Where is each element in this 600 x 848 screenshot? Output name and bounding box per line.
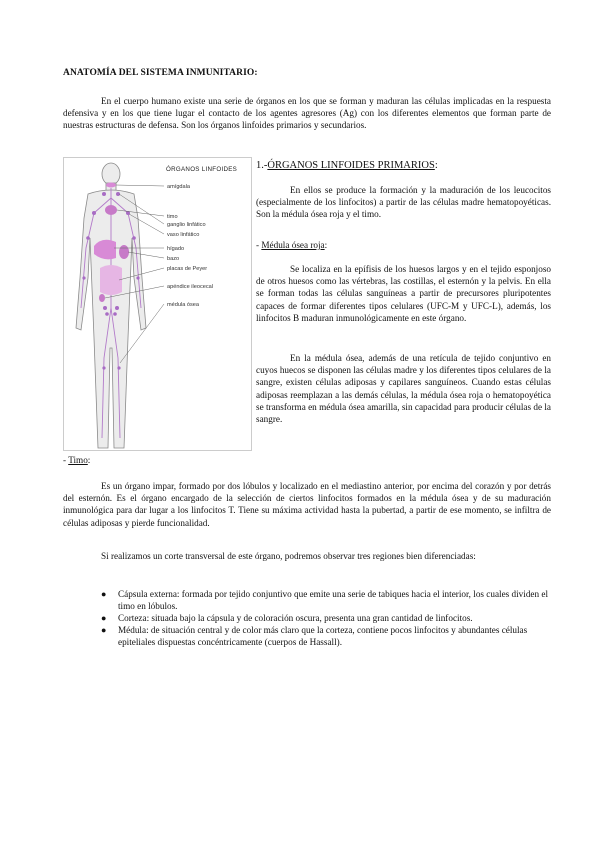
section1-suffix: :	[434, 160, 438, 171]
label-higado: hígado	[167, 246, 185, 252]
bullet-icon: ●	[101, 589, 107, 599]
thymus-shape	[105, 205, 117, 215]
section1-heading	[256, 160, 551, 172]
corte-paragraph: Si realizamos un corte transversal de este órgano, podremos observar tres regiones bien diferenciadas:	[101, 551, 476, 561]
list-item-text: Corteza: situada bajo la cápsula y de coloración oscura, presenta una gran cantidad de linfocitos.	[118, 613, 473, 623]
medula-paragraph-1: Se localiza en la epífisis de los huesos largos y en el tejido esponjoso de otros huesos como las vértebras, las costillas, el esternón y la pelvis. En ella se forman todas las células sanguíneas a partir de precursores pluripotentes capaces de formar diferentes tipos celulares (UFC-M y UFC-L), además, los linfocitos B maduran inmunológicamente en este órgano.	[256, 264, 551, 323]
lymphoid-organs-illustration	[64, 158, 251, 450]
medula-suffix: :	[324, 240, 328, 250]
label-amigdala: amígdala	[167, 184, 191, 190]
list-item-text: Médula: de situación central y de color más claro que la corteza, contiene pocos linfocitos y abundantes células epiteliales dispuestas concéntricamente (cuerpos de Hassall).	[118, 625, 528, 647]
medula-paragraph-2: En la médula ósea, además de una retícula de tejido conjuntivo en cuyos huecos se disponen las células madre y los diferentes tipos celulares de la sangre, existen células adiposas y capilares sanguíneos. Cuando estas células adiposas reemplazan a las demás células, la médula ósea roja o hematopoyética se transforma en médula ósea amarilla, sin capacidad para producir células de la sangre.	[256, 353, 551, 425]
bullet-icon: ●	[101, 613, 107, 623]
document-title: ANATOMÍA DEL SISTEMA INMUNITARIO:	[63, 68, 258, 78]
thymus-regions-list	[63, 588, 551, 648]
section1-number: 1.-	[256, 160, 268, 171]
tonsils-shape	[106, 183, 116, 188]
label-vaso: vaso linfático	[167, 232, 200, 238]
figure-labels	[167, 184, 213, 308]
label-timo: timo	[167, 214, 178, 220]
list-item	[63, 624, 551, 648]
label-placas: placas de Peyer	[167, 266, 208, 272]
intro-paragraph: En el cuerpo humano existe una serie de órganos en los que se forman y maduran las células implicadas en la respuesta defensiva y en los que tiene lugar el contacto de los agentes agresores (Ag) con los diferentes elementos que forman parte de nuestras estructuras de defensa. Son los órganos linfoides primarios y secundarios.	[63, 96, 551, 131]
timo-dash: -	[63, 455, 69, 465]
lymphoid-organs-figure	[63, 157, 252, 451]
list-item	[63, 588, 551, 612]
label-medula: médula ósea	[167, 302, 200, 308]
timo-suffix: :	[87, 455, 91, 465]
section1-heading-text: ÓRGANOS LINFOIDES PRIMARIOS	[267, 160, 435, 171]
intestine-shape	[100, 265, 122, 295]
medula-heading	[256, 239, 551, 251]
spleen-shape	[119, 245, 129, 259]
list-item	[63, 612, 551, 624]
figure-title: ÓRGANOS LINFOIDES	[166, 166, 238, 173]
timo-heading	[63, 455, 90, 465]
list-item-text: Cápsula externa: formada por tejido conjuntivo que emite una serie de tabiques hacia el interior, los cuales dividen el timo en lóbulos.	[118, 589, 549, 611]
timo-paragraph: Es un órgano impar, formado por dos lóbulos y localizado en el mediastino anterior, por encima del corazón y por detrás del esternón. Es el órgano encargado de la selección de ciertos linfocitos formados en la médula ósea y de su maduración inmunológica para dar lugar a los linfocitos T. Tiene su máxima actividad hasta la pubertad, a partir de ese momento, se infiltra de células adiposas y pierde funcionalidad.	[63, 481, 551, 528]
label-apendice: apéndice ileocecal	[167, 284, 214, 290]
section1-paragraph: En ellos se produce la formación y la maduración de los leucocitos (especialmente de los linfocitos) a partir de las células madre hematopoyéticas. Son la médula ósea roja y el timo.	[256, 185, 551, 220]
medula-heading-text: Médula ósea roja	[261, 240, 325, 250]
label-bazo: bazo	[167, 256, 180, 262]
bullet-icon: ●	[101, 625, 107, 635]
timo-heading-text: Timo	[68, 455, 88, 465]
medula-dash: -	[256, 240, 262, 250]
appendix-shape	[99, 294, 105, 302]
label-ganglio: ganglio linfático	[167, 222, 206, 228]
